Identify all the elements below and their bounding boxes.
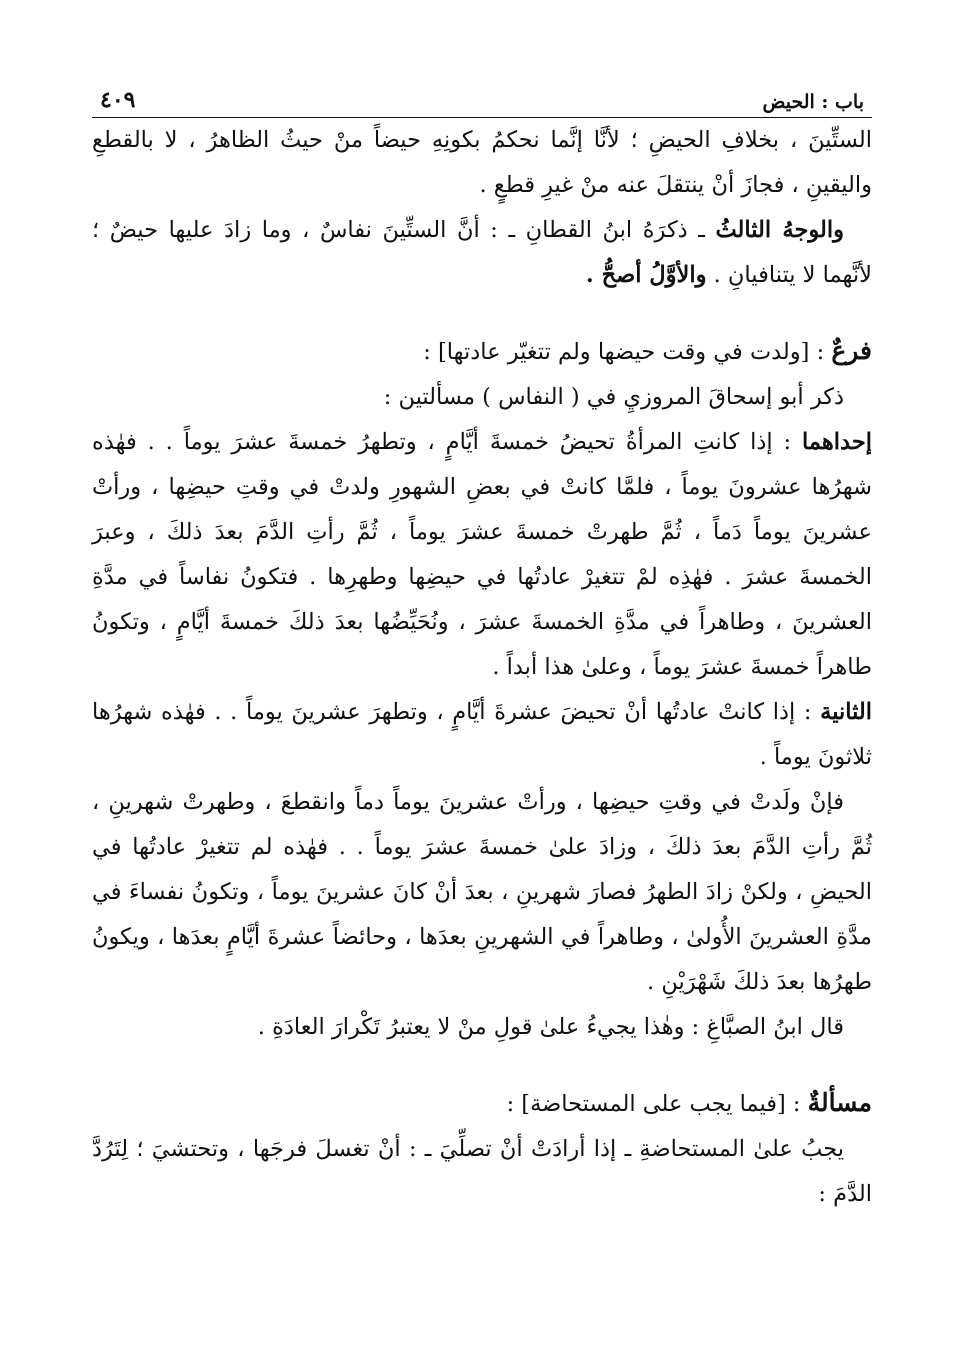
paragraph: الستِّينَ ، بخلافِ الحيضِ ؛ لأنَّا إنَّما نحكمُ بكونِهِ حيضاً منْ حيثُ الظاهرُ ، لا بالقطعِ واليقينِ ، فجازَ أنْ ينتقلَ عنه منْ غيرِ قطعٍ . <box>92 127 872 198</box>
paragraph-text: : إذا كانتْ عادتُها أنْ تحيضَ عشرةَ أيَّامٍ ، وتطهرَ عشرينَ يوماً . . فهٰذه شهرُها ثلاثونَ يوماً . <box>92 699 872 770</box>
paragraph: يجبُ علىٰ المستحاضةِ ـ إذا أرادَتْ أنْ تصلِّيَ ـ : أنْ تغسلَ فرجَها ، وتحتشيَ ؛ لِتَرُدَّ الدَّمَ : <box>92 1136 872 1207</box>
running-header <box>92 78 872 118</box>
section-heading-far <box>92 328 872 375</box>
section-spacer <box>92 298 872 328</box>
page-body <box>92 118 872 1217</box>
paragraph-first-case <box>92 420 872 690</box>
paragraph-quote: قال ابنُ الصبَّاغِ : وهٰذا يجيءُ علىٰ قولِ منْ لا يعتبرُ تَكْرارَ العادَةِ . <box>257 1014 844 1040</box>
chapter-title: باب : الحيض <box>762 91 864 113</box>
paragraph-text: ـ ذكرَهُ ابنُ القطانِ ـ : أنَّ الستِّينَ نفاسٌ ، وما زادَ عليها حيضٌ ؛ لأنَّهما لا يتنافيانِ . <box>92 217 872 288</box>
paragraph: ذكر أبو إسحاقَ المروزيِ في ( النفاس ) مسألتين : <box>383 384 844 410</box>
paragraph-lead: الثانية <box>820 699 872 725</box>
book-page <box>92 78 872 1358</box>
section-spacer <box>92 1050 872 1080</box>
paragraph-text: : إذا كانتِ المرأةُ تحيضُ خمسةَ أيَّامٍ ، وتطهرُ خمسةَ عشرَ يوماً . . فهٰذه شهرُها عشرونَ يوماً ، فلمَّا كانتْ في بعضِ الشهورِ ولدتْ في وقتِ حيضِها ، ورأتْ عشرينَ يوماً دَماً ، ثُمَّ طهرتْ خمسةَ عشرَ يوماً ، ثُمَّ رأتِ الدَّمَ بعدَ ذلكَ ، وعبرَ الخمسةَ عشرَ . فهٰذِه لمْ تتغيرْ عادتُها في حيضِها وطهرِها . فتكونُ نفاساً في مدَّةِ العشرينَ ، وطاهراً في مدَّةِ الخمسةَ عشرَ ، ونُحَيِّضُها بعدَ ذلكَ خمسةَ أيَّامٍ ، وتكونُ طاهراً خمسةَ عشرَ يوماً ، وعلىٰ هذا أبداً . <box>92 429 872 680</box>
page-number: ٤٠٩ <box>100 87 136 113</box>
section-heading-masala <box>92 1080 872 1127</box>
paragraph: فإنْ ولَدتْ في وقتِ حيضِها ، ورأتْ عشرينَ يوماً دماً وانقطعَ ، وطهرتْ شهرينِ ، ثُمَّ رأتِ الدَّمَ بعدَ ذلكَ ، وزادَ علىٰ خمسةَ عشرَ يوماً . . فهٰذه لم تتغيرْ عادتُها في الحيضِ ، ولكنْ زادَ الطهرُ فصارَ شهرينِ ، بعدَ أنْ كانَ عشرينَ يوماً ، وتكونُ نفساءَ في مدَّةِ العشرينَ الأُولىٰ ، وطاهراً في الشهرينِ بعدَها ، وحائضاً عشرةَ أيَّامٍ بعدَها ، ويكونُ طهرُها بعدَ ذلكَ شَهْرَيْنِ . <box>92 789 872 995</box>
heading-term: فرعٌ <box>831 336 872 365</box>
paragraph-lead: إحداهما <box>802 429 872 455</box>
paragraph-tail: والأوَّلُ أصحُّ . <box>585 262 707 288</box>
paragraph-lead: والوجهُ الثالثُ <box>715 217 844 243</box>
paragraph-third-view <box>92 208 872 298</box>
heading-title: : [فيما يجب على المستحاضة] : <box>506 1091 808 1117</box>
heading-title: : [ولدت في وقت حيضها ولم تتغيّر عادتها] : <box>423 339 832 365</box>
paragraph-second-case <box>92 690 872 780</box>
heading-term: مسألةٌ <box>807 1088 872 1117</box>
